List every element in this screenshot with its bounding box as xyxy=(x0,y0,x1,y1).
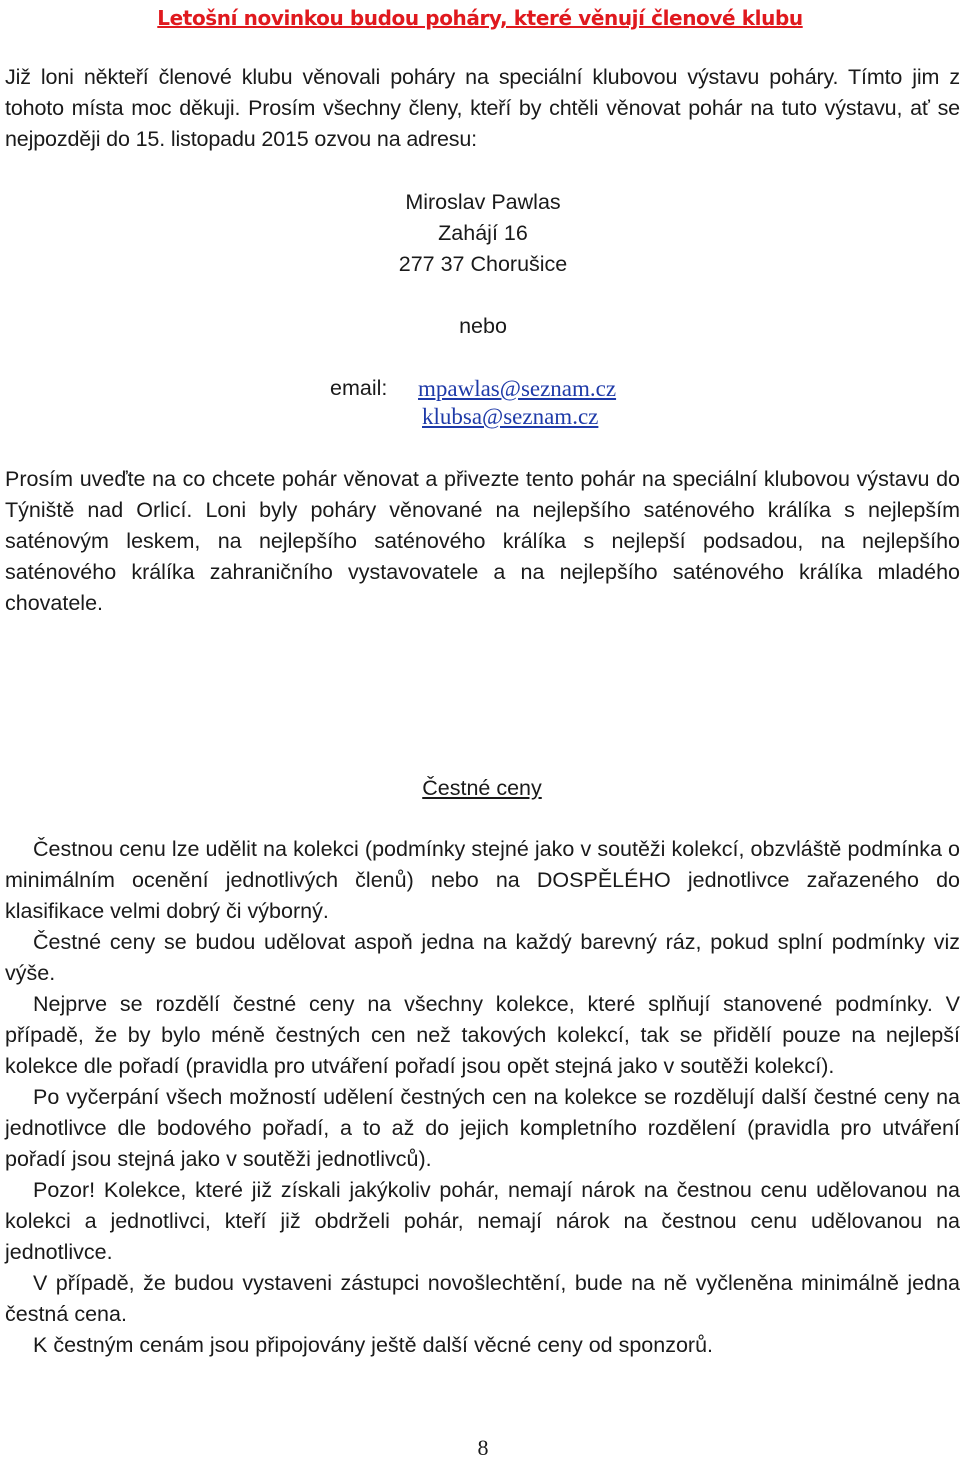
email-label: email: xyxy=(330,376,388,400)
address-name: Miroslav Pawlas xyxy=(405,190,561,214)
request-paragraph: Prosím uveďte na co chcete pohár věnovat a přivezte tento pohár na speciální klubovou výstavu do Týniště nad Orlicí. Loni byly poháry věnované na nejlepšího saténového králíka s nejlepším saténovým leskem, na nejlepšího saténového králíka s nejlepší podsadou, na nejlepšího saténového králíka zahraničního vystavovatele a na nejlepšího saténového králíka mladého chovatele. xyxy=(5,467,960,615)
intro-paragraph: Již loni někteří členové klubu věnovali poháry na speciální klubovou výstavu poháry. Tímto jim z tohoto místa moc děkuji. Prosím všechny členy, kteří by chtěli věnovat pohár na tuto výstavu, ať se nejpozději do 15. listopadu 2015 ozvou na adresu: xyxy=(5,65,960,151)
section-paragraph: Čestnou cenu lze udělit na kolekci (podmínky stejné jako v soutěži kolekcí, obzvláště podmínka o minimálním ocenění jednotlivých členů) nebo na DOSPĚLÉHO jednotlivce zařazeného do klasifikace velmi dobrý či výborný. xyxy=(5,837,960,923)
email-link-secondary[interactable]: klubsa@seznam.cz xyxy=(422,404,599,429)
email-link-primary[interactable]: mpawlas@seznam.cz xyxy=(418,376,617,401)
address-city: 277 37 Chorušice xyxy=(398,252,568,276)
section-paragraph: K čestným cenám jsou připojovány ještě další věcné ceny od sponzorů. xyxy=(33,1333,714,1357)
address-street: Zahájí 16 xyxy=(438,221,528,245)
section-paragraph: V případě, že budou vystaveni zástupci novošlechtění, bude na ně vyčleněna minimálně jedna čestná cena. xyxy=(5,1271,960,1326)
page-number: 8 xyxy=(477,1435,489,1460)
section-body xyxy=(5,834,960,1361)
section-paragraph: Čestné ceny se budou udělovat aspoň jedna na každý barevný ráz, pokud splní podmínky viz výše. xyxy=(5,930,960,985)
section-paragraph: Nejprve se rozdělí čestné ceny na všechny kolekce, které splňují stanovené podmínky. V případě, že by bylo méně čestných cen než takových kolekcí, tak se přidělí pouze na nejlepší kolekce dle pořadí (pravidla pro utváření pořadí jsou opět stejná jako v soutěži kolekcí). xyxy=(5,992,960,1078)
page-title: Letošní novinkou budou poháry, které věnují členové klubu xyxy=(157,6,803,30)
section-heading: Čestné ceny xyxy=(422,776,542,800)
section-paragraph: Po vyčerpání všech možností udělení čestných cen na kolekce se rozdělují další čestné ceny na jednotlivce dle bodového pořadí, a to až do jejich kompletního rozdělení (pravidla pro utváření pořadí jsou stejná jako v soutěži jednotlivců). xyxy=(5,1085,960,1171)
section-paragraph: Pozor! Kolekce, které již získali jakýkoliv pohár, nemají nárok na čestnou cenu udělovanou na kolekci a jednotlivci, kteří již obdrželi pohár, nemají nárok na čestnou cenu udělovanou na jednotlivce. xyxy=(5,1178,960,1264)
or-text: nebo xyxy=(459,314,507,338)
